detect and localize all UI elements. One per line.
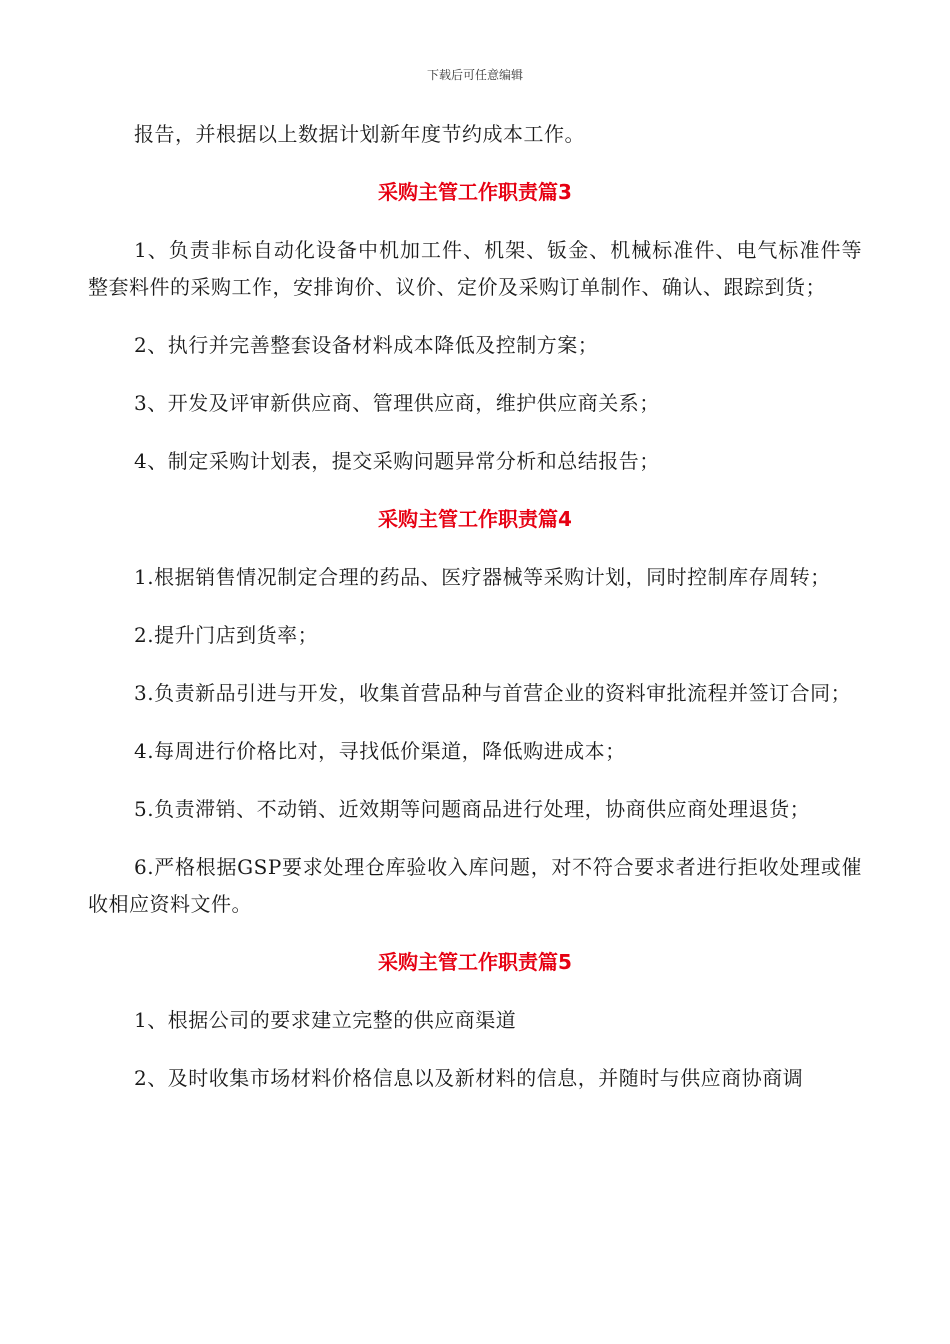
paragraph-item: 2、执行并完善整套设备材料成本降低及控制方案； <box>134 333 599 357</box>
paragraph-item: 2、及时收集市场材料价格信息以及新材料的信息，并随时与供应商协商调 <box>134 1066 804 1090</box>
paragraph-item: 2.提升门店到货率； <box>134 623 319 647</box>
section-heading-3: 采购主管工作职责篇3 <box>378 180 572 204</box>
paragraph-item: 5.负责滞销、不动销、近效期等问题商品进行处理，协商供应商处理退货； <box>134 797 811 821</box>
page-header-note: 下载后可任意编辑 <box>426 68 523 82</box>
paragraph-item: 3.负责新品引进与开发，收集首营品种与首营企业的资料审批流程并签订合同； <box>134 681 852 705</box>
paragraph-intro-tail: 报告，并根据以上数据计划新年度节约成本工作。 <box>134 122 585 146</box>
paragraph-item: 6.严格根据GSP要求处理仓库验收入库问题，对不符合要求者进行拒收处理或催收相应资料文件。 <box>88 855 862 916</box>
paragraph-item: 4、制定采购计划表，提交采购问题异常分析和总结报告； <box>134 449 660 473</box>
paragraph-item: 1.根据销售情况制定合理的药品、医疗器械等采购计划，同时控制库存周转； <box>134 565 831 589</box>
paragraph-item: 4.每周进行价格比对，寻找低价渠道，降低购进成本； <box>134 739 626 763</box>
section-heading-5: 采购主管工作职责篇5 <box>378 950 572 974</box>
document-body <box>88 116 862 1118</box>
paragraph-item: 3、开发及评审新供应商、管理供应商，维护供应商关系； <box>134 391 660 415</box>
paragraph-item: 1、根据公司的要求建立完整的供应商渠道 <box>134 1008 517 1032</box>
section-heading-4: 采购主管工作职责篇4 <box>378 507 572 531</box>
paragraph-item: 1、负责非标自动化设备中机加工件、机架、钣金、机械标准件、电气标准件等整套料件的采购工作，安排询价、议价、定价及采购订单制作、确认、跟踪到货； <box>88 238 862 299</box>
